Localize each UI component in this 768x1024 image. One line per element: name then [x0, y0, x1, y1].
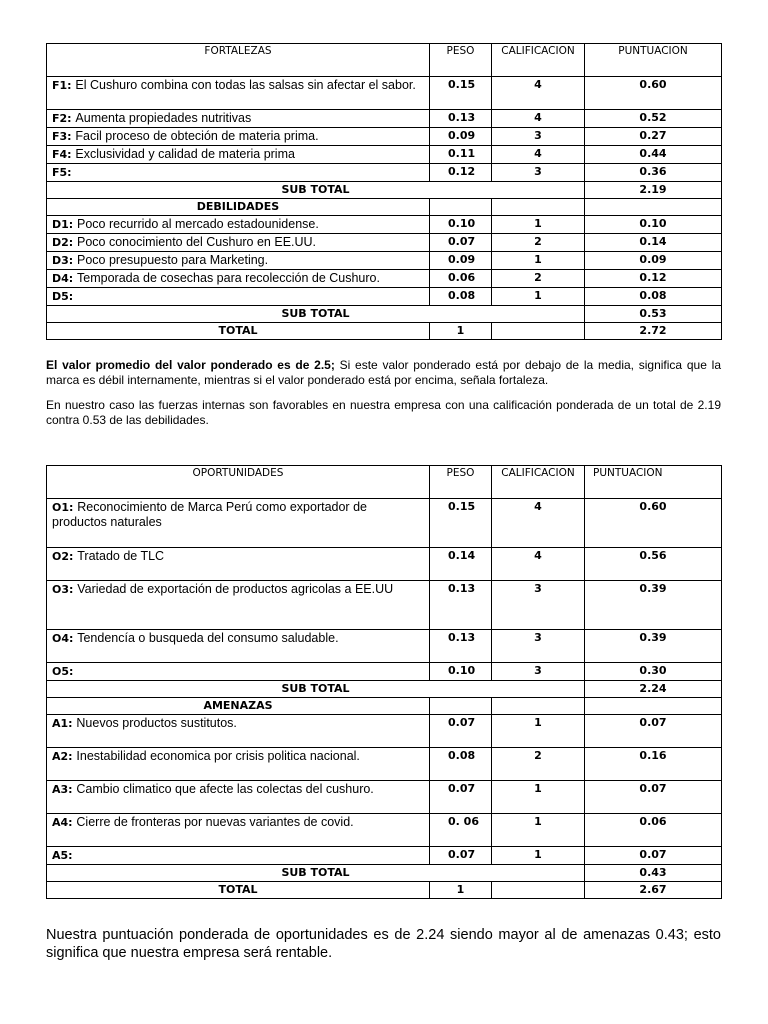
row-text: Tendencía o busqueda del consumo saludable. — [77, 631, 339, 645]
empty-cell — [585, 199, 722, 216]
row-puntuacion: 0.10 — [585, 216, 722, 234]
row-code: O3: — [52, 583, 78, 596]
row-calificacion: 4 — [492, 77, 585, 110]
subtotal-oportunidades-label: SUB TOTAL — [47, 681, 585, 698]
subtotal-oportunidades-value: 2.24 — [585, 681, 722, 698]
table-row — [47, 663, 722, 681]
row-peso: 0.15 — [430, 499, 492, 548]
paragraph-promedio-bold: El valor promedio del valor ponderado es de 2.5; — [46, 358, 335, 372]
row-code: O2: — [52, 550, 78, 563]
subtotal-debilidades-value: 0.53 — [585, 306, 722, 323]
row-code: O5: — [52, 665, 74, 678]
row-puntuacion: 0.08 — [585, 288, 722, 306]
empty-cell — [585, 698, 722, 715]
row-puntuacion: 0.39 — [585, 581, 722, 630]
row-description — [47, 216, 430, 234]
row-calificacion: 4 — [492, 110, 585, 128]
row-peso: 0.07 — [430, 234, 492, 252]
total-peso: 1 — [430, 323, 492, 340]
row-calificacion: 3 — [492, 581, 585, 630]
row-text: Cierre de fronteras por nuevas variantes de covid. — [76, 815, 354, 829]
row-calificacion: 4 — [492, 499, 585, 548]
empty-cell — [492, 698, 585, 715]
table-row — [47, 216, 722, 234]
row-calificacion: 3 — [492, 128, 585, 146]
row-description — [47, 77, 430, 110]
row-code: A1: — [52, 717, 77, 730]
table-row — [47, 581, 722, 630]
row-description — [47, 630, 430, 663]
row-calificacion: 4 — [492, 548, 585, 581]
empty-cell — [492, 199, 585, 216]
header-oportunidades: OPORTUNIDADES — [47, 466, 430, 499]
row-text: Aumenta propiedades nutritivas — [75, 111, 252, 125]
row-peso: 0.09 — [430, 128, 492, 146]
row-peso: 0.14 — [430, 548, 492, 581]
row-code: A4: — [52, 816, 77, 829]
total-value: 2.72 — [585, 323, 722, 340]
total-label: TOTAL — [47, 323, 430, 340]
table-row — [47, 110, 722, 128]
row-peso: 0.10 — [430, 216, 492, 234]
row-text: Poco conocimiento del Cushuro en EE.UU. — [77, 235, 317, 249]
header-fortalezas: FORTALEZAS — [47, 44, 430, 77]
row-description — [47, 270, 430, 288]
row-puntuacion: 0.52 — [585, 110, 722, 128]
row-code: F2: — [52, 112, 76, 125]
row-text: Poco presupuesto para Marketing. — [77, 253, 269, 267]
row-code: A5: — [52, 849, 73, 862]
row-code: F1: — [52, 79, 76, 92]
header-peso: PESO — [430, 466, 492, 499]
row-description — [47, 128, 430, 146]
row-calificacion: 1 — [492, 814, 585, 847]
header-calificacion: CALIFICACION — [492, 44, 585, 77]
row-code: F4: — [52, 148, 76, 161]
total-label: TOTAL — [47, 882, 430, 899]
table-row — [47, 164, 722, 182]
subtotal-fortalezas-label: SUB TOTAL — [47, 182, 585, 199]
row-description — [47, 110, 430, 128]
subtotal-amenazas-label: SUB TOTAL — [47, 865, 585, 882]
row-code: O4: — [52, 632, 78, 645]
row-code: F3: — [52, 130, 76, 143]
row-puntuacion: 0.12 — [585, 270, 722, 288]
row-puntuacion: 0.36 — [585, 164, 722, 182]
row-text: Variedad de exportación de productos agricolas a EE.UU — [77, 582, 394, 596]
row-peso: 0.13 — [430, 110, 492, 128]
row-puntuacion: 0.09 — [585, 252, 722, 270]
table-row — [47, 128, 722, 146]
row-code: D2: — [52, 236, 78, 249]
row-puntuacion: 0.39 — [585, 630, 722, 663]
row-puntuacion: 0.44 — [585, 146, 722, 164]
row-peso: 0.15 — [430, 77, 492, 110]
table-row — [47, 252, 722, 270]
empty-cell — [430, 199, 492, 216]
total-value: 2.67 — [585, 882, 722, 899]
row-calificacion: 1 — [492, 781, 585, 814]
row-description — [47, 499, 430, 548]
row-code: D4: — [52, 272, 78, 285]
fortalezas-debilidades-table — [46, 43, 722, 340]
row-text: Reconocimiento de Marca Perú como exportador de productos naturales — [52, 500, 367, 529]
row-description — [47, 252, 430, 270]
row-puntuacion: 0.60 — [585, 499, 722, 548]
row-description — [47, 288, 430, 306]
row-peso: 0.13 — [430, 630, 492, 663]
row-text: Facil proceso de obteción de materia prima. — [75, 129, 319, 143]
row-peso: 0.08 — [430, 748, 492, 781]
table-row — [47, 234, 722, 252]
table-row — [47, 288, 722, 306]
row-calificacion: 2 — [492, 270, 585, 288]
row-description — [47, 663, 430, 681]
subtotal-debilidades-label: SUB TOTAL — [47, 306, 585, 323]
row-calificacion: 3 — [492, 630, 585, 663]
row-description — [47, 581, 430, 630]
paragraph-conclusion: Nuestra puntuación ponderada de oportunidades es de 2.24 siendo mayor al de amenazas 0.43; esto significa que nuestra empresa será rentable. — [46, 927, 721, 961]
header-calificacion: CALIFICACION — [492, 466, 585, 499]
paragraph-promedio — [46, 358, 721, 388]
row-text: Inestabilidad economica por crisis politica nacional. — [76, 749, 360, 763]
row-peso: 0.08 — [430, 288, 492, 306]
row-text: El Cushuro combina con todas las salsas sin afectar el sabor. — [75, 78, 416, 92]
table-row — [47, 781, 722, 814]
row-text: Poco recurrido al mercado estadounidense. — [77, 217, 319, 231]
row-puntuacion: 0.60 — [585, 77, 722, 110]
row-calificacion: 1 — [492, 715, 585, 748]
row-calificacion: 1 — [492, 847, 585, 865]
row-description — [47, 548, 430, 581]
table-row — [47, 748, 722, 781]
table-row — [47, 814, 722, 847]
row-puntuacion: 0.14 — [585, 234, 722, 252]
row-calificacion: 2 — [492, 748, 585, 781]
row-calificacion: 1 — [492, 288, 585, 306]
row-code: F5: — [52, 166, 72, 179]
row-code: D1: — [52, 218, 78, 231]
row-puntuacion: 0.07 — [585, 781, 722, 814]
empty-cell — [430, 698, 492, 715]
row-description — [47, 847, 430, 865]
empty-cell — [492, 882, 585, 899]
row-calificacion: 2 — [492, 234, 585, 252]
row-calificacion: 3 — [492, 663, 585, 681]
table-row — [47, 715, 722, 748]
table-row — [47, 270, 722, 288]
amenazas-label: AMENAZAS — [47, 698, 430, 715]
row-peso: 0.07 — [430, 781, 492, 814]
table-row — [47, 77, 722, 110]
row-peso: 0.12 — [430, 164, 492, 182]
row-puntuacion: 0.07 — [585, 715, 722, 748]
total-peso: 1 — [430, 882, 492, 899]
row-code: A3: — [52, 783, 77, 796]
oportunidades-amenazas-table — [46, 465, 722, 899]
table-row — [47, 499, 722, 548]
header-puntuacion: PUNTUACION — [585, 466, 722, 499]
row-text: Nuevos productos sustitutos. — [76, 716, 237, 730]
row-peso: 0.06 — [430, 270, 492, 288]
row-code: O1: — [52, 501, 78, 514]
row-puntuacion: 0.30 — [585, 663, 722, 681]
row-calificacion: 1 — [492, 216, 585, 234]
row-description — [47, 164, 430, 182]
row-puntuacion: 0.06 — [585, 814, 722, 847]
row-puntuacion: 0.07 — [585, 847, 722, 865]
table-row — [47, 847, 722, 865]
paragraph-promedio-rest: Si este valor ponderado está por debajo de la media, significa que la marca es débil internamente, mientras si el valor ponderado está por encima, señala fortaleza. — [46, 358, 721, 387]
table-row — [47, 630, 722, 663]
row-description — [47, 234, 430, 252]
row-text: Cambio climatico que afecte las colectas del cushuro. — [76, 782, 374, 796]
row-code: A2: — [52, 750, 77, 763]
row-code: D5: — [52, 290, 74, 303]
row-description — [47, 781, 430, 814]
row-peso: 0.09 — [430, 252, 492, 270]
row-puntuacion: 0.56 — [585, 548, 722, 581]
row-peso: 0.11 — [430, 146, 492, 164]
row-peso: 0. 06 — [430, 814, 492, 847]
debilidades-label: DEBILIDADES — [47, 199, 430, 216]
row-text: Tratado de TLC — [77, 549, 165, 563]
row-code: D3: — [52, 254, 78, 267]
row-calificacion: 3 — [492, 164, 585, 182]
row-peso: 0.13 — [430, 581, 492, 630]
row-calificacion: 4 — [492, 146, 585, 164]
row-description — [47, 715, 430, 748]
row-description — [47, 814, 430, 847]
row-peso: 0.07 — [430, 715, 492, 748]
empty-cell — [492, 323, 585, 340]
header-puntuacion: PUNTUACION — [585, 44, 722, 77]
table-row — [47, 146, 722, 164]
row-text: Temporada de cosechas para recolección de Cushuro. — [77, 271, 380, 285]
row-peso: 0.10 — [430, 663, 492, 681]
row-puntuacion: 0.27 — [585, 128, 722, 146]
row-text: Exclusividad y calidad de materia prima — [75, 147, 295, 161]
row-peso: 0.07 — [430, 847, 492, 865]
row-description — [47, 748, 430, 781]
table-row — [47, 548, 722, 581]
subtotal-amenazas-value: 0.43 — [585, 865, 722, 882]
row-calificacion: 1 — [492, 252, 585, 270]
subtotal-fortalezas-value: 2.19 — [585, 182, 722, 199]
paragraph-fuerzas: En nuestro caso las fuerzas internas son favorables en nuestra empresa con una calificación ponderada de un total de 2.19 contra 0.53 de las debilidades. — [46, 398, 721, 427]
row-description — [47, 146, 430, 164]
row-puntuacion: 0.16 — [585, 748, 722, 781]
header-peso: PESO — [430, 44, 492, 77]
